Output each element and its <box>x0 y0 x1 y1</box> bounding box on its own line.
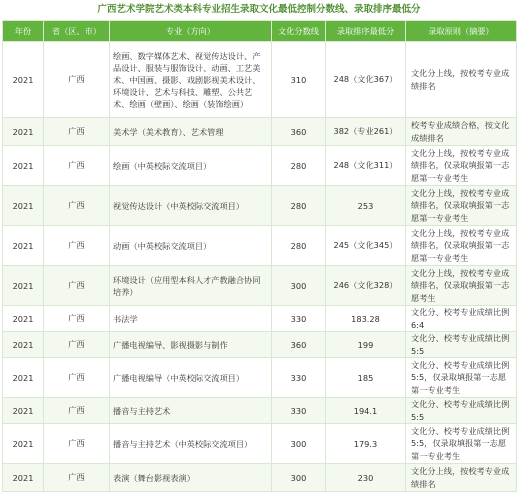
cell-year: 2021 <box>3 266 44 306</box>
page-title: 广西艺术学院艺术类本科专业招生录取文化最低控制分数线、录取排序最低分 <box>97 4 421 15</box>
cell-min-rank-score: 179.3 <box>326 424 406 464</box>
cell-min-rank-score: 382（专业261） <box>326 118 406 146</box>
cell-province: 广西 <box>44 226 110 266</box>
cell-major: 广播电视编导（中英校际交流项目） <box>110 358 272 398</box>
column-header-rule: 录取原则（摘要） <box>406 21 517 42</box>
cell-min-rank-score: 230 <box>326 464 406 492</box>
cell-year: 2021 <box>3 306 44 332</box>
table-header-row <box>3 21 517 42</box>
cell-year: 2021 <box>3 398 44 424</box>
cell-major: 绘画、数字媒体艺术、视觉传达设计、产品设计、服装与服饰设计、动画、工艺美术、中国画、摄影、戏剧影视美术设计、环境设计、艺术与科技、雕塑、公共艺术、绘画（壁画）、绘画（装饰绘画） <box>110 42 272 118</box>
cell-year: 2021 <box>3 464 44 492</box>
cell-year: 2021 <box>3 146 44 186</box>
table-row <box>3 398 517 424</box>
cell-rule: 文化分上线，按校考专业成绩排名，仅录取填报第一志愿第一专业考生 <box>406 226 517 266</box>
cell-rule: 文化分、校考专业成绩比例5:5 <box>406 332 517 358</box>
cell-year: 2021 <box>3 226 44 266</box>
cell-min-rank-score: 199 <box>326 332 406 358</box>
cell-rule: 文化分上线，按校考专业成绩排名 <box>406 464 517 492</box>
cell-province: 广西 <box>44 398 110 424</box>
table-row <box>3 186 517 226</box>
cell-rule: 文化分、校考专业成绩比例5:5，仅录取填报第一志愿第一专业考生 <box>406 424 517 464</box>
table-row <box>3 464 517 492</box>
cell-rule: 校考专业成绩合格，按文化成绩排名 <box>406 118 517 146</box>
cell-min-rank-score: 248（文化367） <box>326 42 406 118</box>
cell-year: 2021 <box>3 358 44 398</box>
column-header-min-rank-score: 录取排序最低分 <box>326 21 406 42</box>
table-row <box>3 146 517 186</box>
cell-cutoff: 280 <box>272 226 326 266</box>
cell-province: 广西 <box>44 332 110 358</box>
table-row <box>3 424 517 464</box>
cell-year: 2021 <box>3 186 44 226</box>
cell-cutoff: 330 <box>272 358 326 398</box>
cell-rule: 文化分上线，按校考专业成绩排名，仅录取填报第一志愿第一专业考生 <box>406 186 517 226</box>
cell-major: 播音与主持艺术 <box>110 398 272 424</box>
table-row <box>3 266 517 306</box>
column-header-year: 年份 <box>3 21 44 42</box>
cell-year: 2021 <box>3 42 44 118</box>
cell-min-rank-score: 185 <box>326 358 406 398</box>
table-row <box>3 42 517 118</box>
cell-major: 表演（舞台影视表演） <box>110 464 272 492</box>
table-row <box>3 358 517 398</box>
cell-major: 美术学（美术教育）、艺术管理 <box>110 118 272 146</box>
cell-cutoff: 330 <box>272 398 326 424</box>
cell-major: 播音与主持艺术（中英校际交流项目） <box>110 424 272 464</box>
cell-year: 2021 <box>3 424 44 464</box>
cell-province: 广西 <box>44 306 110 332</box>
cell-province: 广西 <box>44 42 110 118</box>
cell-rule: 文化分、校考专业成绩比例5:5，仅录取填报第一志愿第一专业考生 <box>406 358 517 398</box>
cell-cutoff: 280 <box>272 146 326 186</box>
cell-province: 广西 <box>44 358 110 398</box>
cell-rule: 文化分上线，按校考专业成绩排名，仅录取填报第一志愿考生 <box>406 266 517 306</box>
cell-province: 广西 <box>44 424 110 464</box>
cell-province: 广西 <box>44 118 110 146</box>
cell-major: 绘画（中英校际交流项目） <box>110 146 272 186</box>
cell-major: 视觉传达设计（中英校际交流项目） <box>110 186 272 226</box>
cell-rule: 文化分上线，按校考专业成绩排名，仅录取填报第一志愿第一专业考生 <box>406 146 517 186</box>
cell-cutoff: 360 <box>272 118 326 146</box>
cell-min-rank-score: 245（文化345） <box>326 226 406 266</box>
cell-min-rank-score: 246（文化328） <box>326 266 406 306</box>
column-header-province: 省（区、市） <box>44 21 110 42</box>
cell-rule: 文化分、校考专业成绩比例5:5 <box>406 398 517 424</box>
cell-province: 广西 <box>44 464 110 492</box>
cell-province: 广西 <box>44 186 110 226</box>
table-row <box>3 332 517 358</box>
cell-major: 动画（中英校际交流项目） <box>110 226 272 266</box>
admission-table <box>2 20 517 492</box>
cell-cutoff: 280 <box>272 186 326 226</box>
cell-cutoff: 300 <box>272 464 326 492</box>
cell-min-rank-score: 183.28 <box>326 306 406 332</box>
cell-major: 广播电视编导、影视摄影与制作 <box>110 332 272 358</box>
table-row <box>3 118 517 146</box>
table-row <box>3 226 517 266</box>
cell-major: 书法学 <box>110 306 272 332</box>
cell-year: 2021 <box>3 118 44 146</box>
cell-cutoff: 300 <box>272 424 326 464</box>
cell-rule: 文化分、校考专业成绩比例6:4 <box>406 306 517 332</box>
cell-rule: 文化分上线，按校考专业成绩排名 <box>406 42 517 118</box>
table-row <box>3 306 517 332</box>
cell-min-rank-score: 194.1 <box>326 398 406 424</box>
cell-cutoff: 360 <box>272 332 326 358</box>
cell-min-rank-score: 253 <box>326 186 406 226</box>
cell-major: 环境设计（应用型本科人才产教融合协同培养） <box>110 266 272 306</box>
cell-year: 2021 <box>3 332 44 358</box>
cell-province: 广西 <box>44 146 110 186</box>
column-header-major: 专业（方向） <box>110 21 272 42</box>
cell-cutoff: 310 <box>272 42 326 118</box>
cell-province: 广西 <box>44 266 110 306</box>
cell-cutoff: 300 <box>272 266 326 306</box>
column-header-cutoff: 文化分数线 <box>272 21 326 42</box>
cell-min-rank-score: 248（文化311） <box>326 146 406 186</box>
cell-cutoff: 330 <box>272 306 326 332</box>
